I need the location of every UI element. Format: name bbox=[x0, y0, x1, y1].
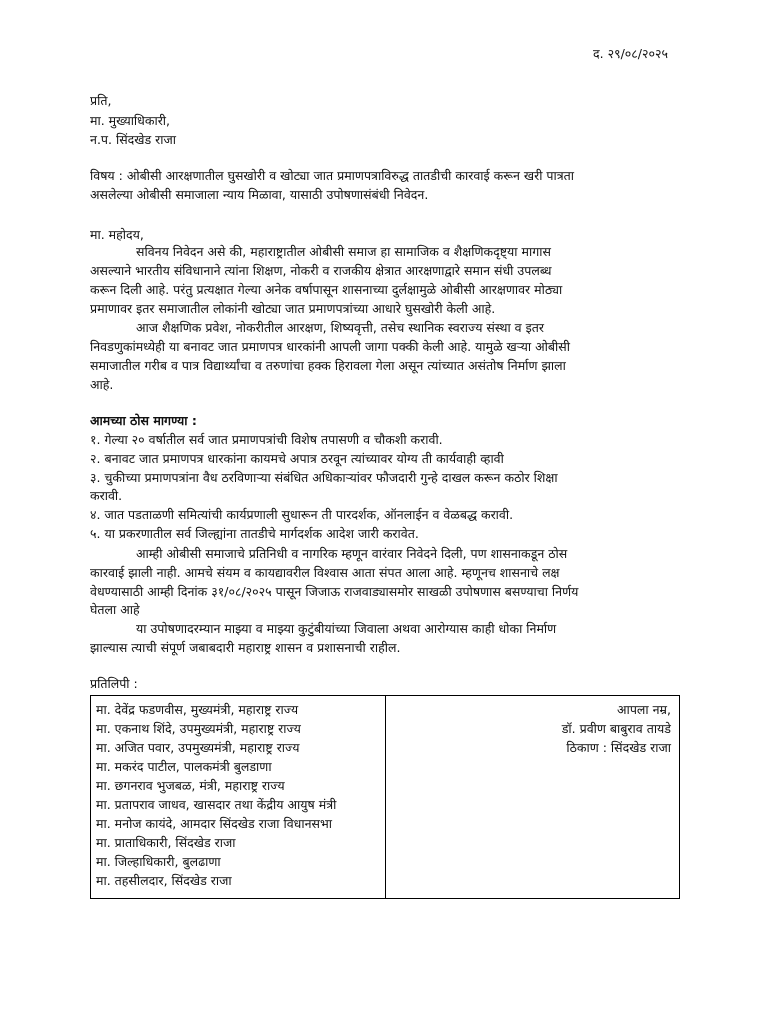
cc-recipient: मा. एकनाथ शिंदे, उपमुख्यमंत्री, महाराष्ट्र राज्य bbox=[96, 721, 301, 736]
cc-recipient: मा. मकरंद पाटील, पालकमंत्री बुलडाणा bbox=[96, 759, 272, 774]
signature-name: डॉ. प्रवीण बाबुराव तायडे bbox=[561, 721, 671, 736]
paragraph-line: समाजातील गरीब व पात्र विद्यार्थ्यांचा व तरुणांचा हक्क हिरावला गेला असून त्यांच्यात असंतोष निर्माण झाला bbox=[90, 358, 566, 373]
demand-item: ३. चुकीच्या प्रमाणपत्रांना वैध ठरविणाऱ्या संबंधित अधिकाऱ्यांवर फौजदारी गुन्हे दाखल करून कठोर शिक्षा bbox=[90, 470, 558, 485]
signature-block bbox=[386, 696, 679, 898]
paragraph-line: आज शैक्षणिक प्रवेश, नोकरीतील आरक्षण, शिष्यवृत्ती, तसेच स्थानिक स्वराज्य संस्था व इतर bbox=[136, 320, 544, 335]
paragraph-line: या उपोषणादरम्यान माझ्या व माझ्या कुटुंबीयांच्या जिवाला अथवा आरोग्यास काही धोका निर्माण bbox=[136, 621, 557, 636]
salutation: मा. महोदय, bbox=[90, 227, 144, 242]
cc-list bbox=[91, 696, 386, 898]
cc-recipient: मा. छगनराव भुजबळ, मंत्री, महाराष्ट्र राज्य bbox=[96, 778, 285, 793]
paragraph-line: झाल्यास त्याची संपूर्ण जबाबदारी महाराष्ट्र शासन व प्रशासनाची राहील. bbox=[90, 640, 401, 655]
cc-recipient: मा. प्राताधिकारी, सिंदखेड राजा bbox=[96, 835, 236, 850]
signature-closing: आपला नम्र, bbox=[617, 702, 671, 717]
cc-recipient: मा. तहसीलदार, सिंदखेड राजा bbox=[96, 873, 232, 888]
cc-table bbox=[90, 695, 680, 899]
demand-item: १. गेल्या २० वर्षातील सर्व जात प्रमाणपत्रांची विशेष तपासणी व चौकशी करावी. bbox=[90, 432, 443, 447]
letter-date: द. २९/०८/२०२५ bbox=[592, 46, 668, 61]
recipient-line: न.प. सिंदखेड राजा bbox=[90, 132, 177, 147]
cc-recipient: मा. मनोज कायंदे, आमदार सिंदखेड राजा विधानसभा bbox=[96, 816, 333, 831]
cc-recipient: मा. प्रतापराव जाधव, खासदार तथा केंद्रीय आयुष मंत्री bbox=[96, 797, 337, 812]
cc-recipient: मा. देवेंद्र फडणवीस, मुख्यमंत्री, महाराष्ट्र राज्य bbox=[96, 702, 299, 717]
subject-line: विषय : ओबीसी आरक्षणातील घुसखोरी व खोट्या जात प्रमाणपत्राविरुद्ध तातडीची कारवाई करून खरी पात्रता bbox=[90, 168, 575, 183]
paragraph-line: आम्ही ओबीसी समाजाचे प्रतिनिधी व नागरिक म्हणून वारंवार निवेदने दिली, पण शासनाकडून ठोस bbox=[136, 546, 568, 561]
paragraph-line: निवडणुकांमध्येही या बनावट जात प्रमाणपत्र धारकांनी आपली जागा पक्की केली आहे. यामुळे खऱ्या ओबीसी bbox=[90, 339, 570, 354]
subject-line: असलेल्या ओबीसी समाजाला न्याय मिळावा, यासाठी उपोषणासंबंधी निवेदन. bbox=[90, 187, 429, 202]
paragraph-line: कारवाई झाली नाही. आमचे संयम व कायद्यावरील विश्वास आता संपत आला आहे. म्हणूनच शासनाचे लक्ष bbox=[90, 565, 560, 580]
cc-heading: प्रतिलिपी : bbox=[90, 676, 138, 691]
demand-item: करावी. bbox=[90, 488, 123, 503]
demand-item: ४. जात पडताळणी समित्यांची कार्यप्रणाली सुधारून ती पारदर्शक, ऑनलाईन व वेळबद्ध करावी. bbox=[90, 507, 514, 522]
cc-recipient: मा. अजित पवार, उपमुख्यमंत्री, महाराष्ट्र राज्य bbox=[96, 740, 300, 755]
paragraph-line: असल्याने भारतीय संविधानाने त्यांना शिक्षण, नोकरी व राजकीय क्षेत्रात आरक्षणाद्वारे समान संधी उपलब्ध bbox=[90, 263, 552, 278]
paragraph-line: वेधण्यासाठी आम्ही दिनांक ३१/०८/२०२५ पासून जिजाऊ राजवाड्यासमोर साखळी उपोषणास बसण्याचा निर्णय bbox=[90, 584, 579, 599]
cc-recipient: मा. जिल्हाधिकारी, बुलढाणा bbox=[96, 854, 221, 869]
demand-item: ५. या प्रकरणातील सर्व जिल्ह्यांना तातडीचे मार्गदर्शक आदेश जारी करावेत. bbox=[90, 526, 419, 541]
paragraph-line: घेतला आहे bbox=[90, 602, 140, 617]
recipient-line: मा. मुख्याधिकारी, bbox=[90, 113, 171, 128]
demand-item: २. बनावट जात प्रमाणपत्र धारकांना कायमचे अपात्र ठरवून त्यांच्यावर योग्य ती कार्यवाही व्हावी bbox=[90, 451, 504, 466]
recipient-line: प्रति, bbox=[90, 93, 112, 108]
signature-place: ठिकाण : सिंदखेड राजा bbox=[566, 740, 671, 755]
demands-heading: आमच्या ठोस मागण्या : bbox=[90, 413, 197, 428]
paragraph-line: आहे. bbox=[90, 377, 114, 392]
paragraph-line: सविनय निवेदन असे की, महाराष्ट्रातील ओबीसी समाज हा सामाजिक व शैक्षणिकदृष्ट्या मागास bbox=[136, 244, 551, 259]
paragraph-line: प्रमाणावर इतर समाजातील लोकांनी खोट्या जात प्रमाणपत्रांच्या आधारे घुसखोरी केली आहे. bbox=[90, 301, 496, 316]
paragraph-line: करून दिली आहे. परंतु प्रत्यक्षात गेल्या अनेक वर्षापासून शासनाच्या दुर्लक्षामुळे ओबीसी आरक्षणावर मोठ्या bbox=[90, 282, 563, 297]
